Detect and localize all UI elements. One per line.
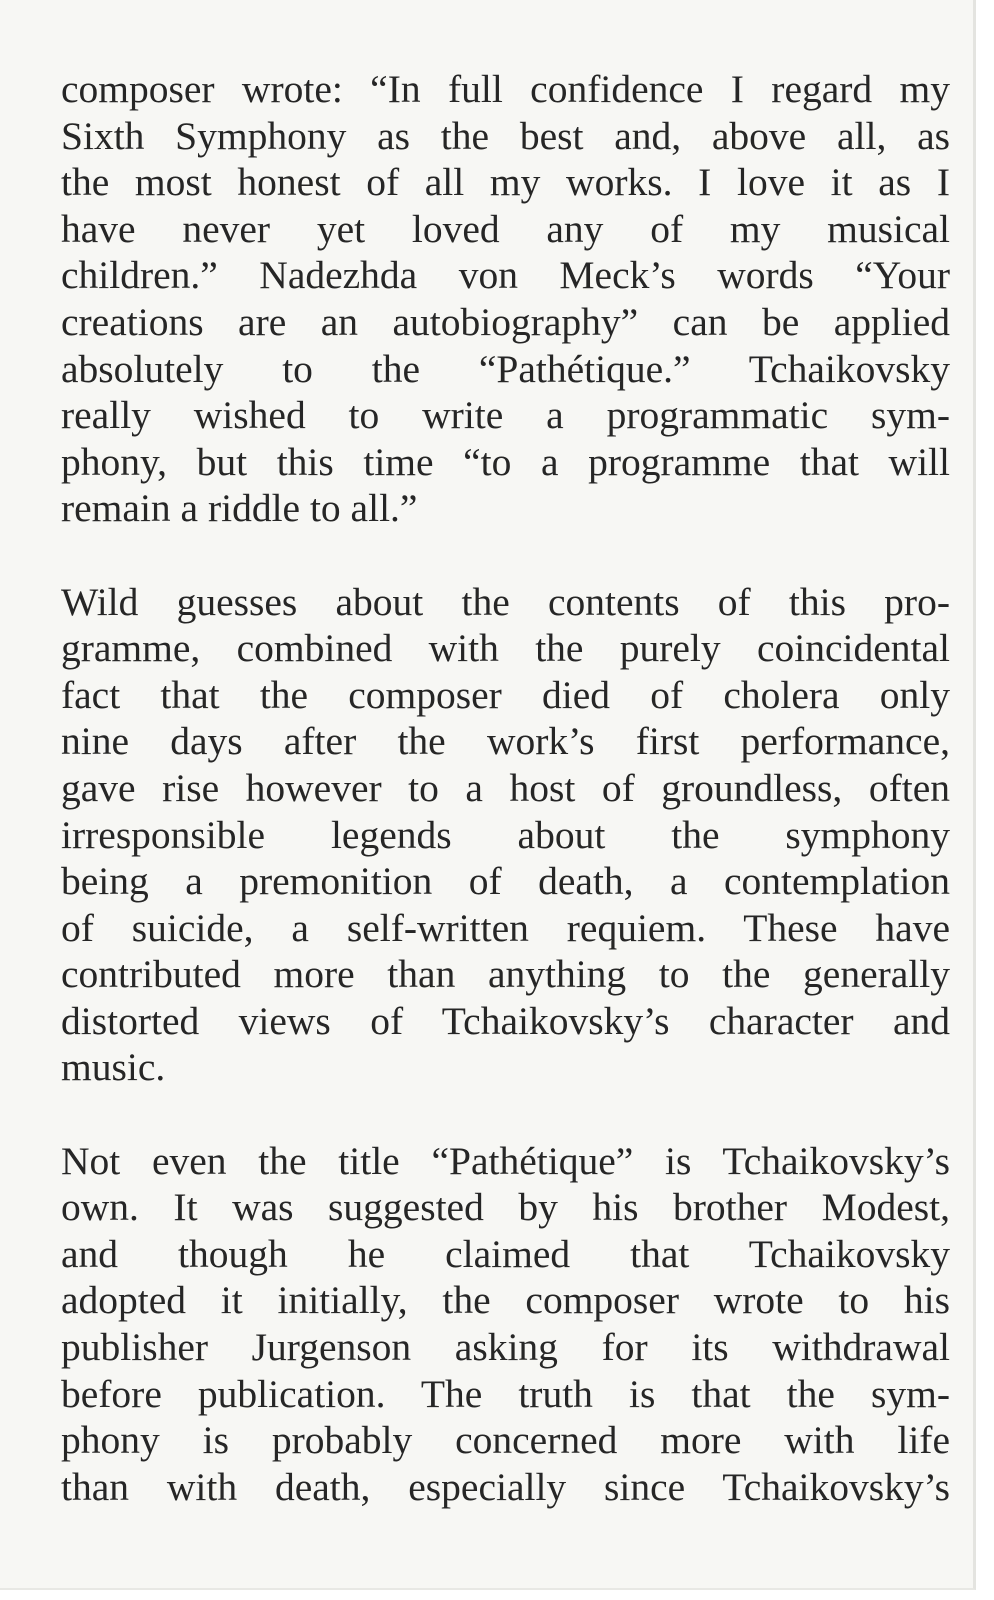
text-line: children.” Nadezhda von Meck’s words “Your <box>61 253 950 298</box>
text-line: composer wrote: “In full confidence I regard my <box>61 67 950 111</box>
text-line: Not even the title “Pathétique” is Tchaikovsky’s <box>61 1138 950 1183</box>
text-line: and though he claimed that Tchaikovsky <box>61 1231 950 1276</box>
text-line: Sixth Symphony as the best and, above all, as <box>61 113 950 158</box>
text-line: nine days after the work’s first performance, <box>61 719 950 764</box>
text-line: really wished to write a programmatic sym- <box>61 393 950 438</box>
text-line: contributed more than anything to the generally <box>61 952 950 997</box>
text-line: Wild guesses about the contents of this pro- <box>61 579 950 624</box>
text-line: irresponsible legends about the symphony <box>61 812 950 857</box>
text-line: remain a riddle to all.” <box>61 486 418 531</box>
text-line: than with death, especially since Tchaikovsky’s <box>61 1464 950 1509</box>
text-line: phony is probably concerned more with life <box>61 1418 950 1463</box>
text-column <box>61 66 950 1557</box>
paragraph-2 <box>61 579 950 1092</box>
text-line: music. <box>61 1045 166 1090</box>
text-line: phony, but this time “to a programme that will <box>61 439 950 484</box>
text-line: gramme, combined with the purely coincidental <box>61 626 950 671</box>
text-line: creations are an autobiography” can be applied <box>61 299 950 344</box>
paragraph-1 <box>61 66 950 532</box>
text-line: the most honest of all my works. I love it as I <box>61 160 950 205</box>
text-line: distorted views of Tchaikovsky’s character and <box>61 998 950 1043</box>
text-line: fact that the composer died of cholera only <box>61 672 950 717</box>
text-line: own. It was suggested by his brother Modest, <box>61 1185 950 1230</box>
text-line: before publication. The truth is that the sym- <box>61 1371 950 1416</box>
paragraph-3 <box>61 1138 950 1511</box>
text-line: adopted it initially, the composer wrote to his <box>61 1278 950 1323</box>
text-line: publisher Jurgenson asking for its withdrawal <box>61 1325 950 1370</box>
text-line: absolutely to the “Pathétique.” Tchaikovsky <box>61 346 950 391</box>
text-line: being a premonition of death, a contemplation <box>61 859 950 904</box>
text-line: gave rise however to a host of groundless, often <box>61 765 950 810</box>
text-line: have never yet loved any of my musical <box>61 206 950 251</box>
text-line: of suicide, a self-written requiem. These have <box>61 905 950 950</box>
